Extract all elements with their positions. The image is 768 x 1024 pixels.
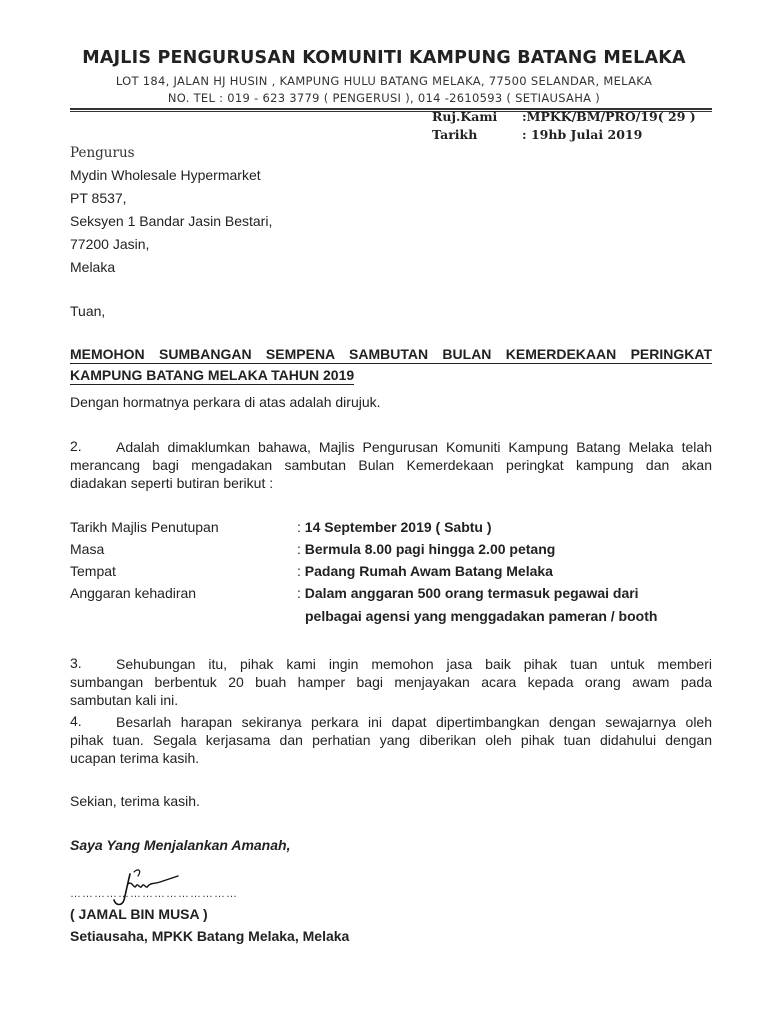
recipient-line-4: 77200 Jasin, — [70, 236, 150, 252]
detail-value-time — [297, 541, 555, 557]
reference-label: Ruj.Kami — [432, 109, 498, 124]
signatory-position: Setiausaha, MPKK Batang Melaka, Melaka — [70, 928, 350, 944]
detail-value-venue — [297, 563, 553, 579]
organization-name: MAJLIS PENGURUSAN KOMUNITI KAMPUNG BATANG MELAKA — [82, 48, 686, 68]
subject-line-1 — [70, 346, 712, 364]
detail-label-date: Tarikh Majlis Penutupan — [70, 519, 219, 535]
recipient-title: Pengurus — [70, 145, 135, 161]
detail-attendance-continuation: pelbagai agensi yang menggadakan pameran / booth — [305, 608, 658, 624]
subject-text-2: KAMPUNG BATANG MELAKA TAHUN 2019 — [70, 367, 355, 383]
para-3-number: 3. — [70, 655, 82, 671]
detail-time-value: Bermula 8.00 pagi hingga 2.00 petang — [304, 541, 556, 557]
recipient-line-2: PT 8537, — [70, 190, 127, 206]
signature-line: …………………………………… — [70, 888, 238, 900]
para-2-number: 2. — [70, 438, 82, 454]
para-2-line-1: Adalah dimaklumkan bahawa, Majlis Pengurusan Komuniti Kampung Batang Melaka telah — [116, 439, 712, 455]
detail-sep-time: : — [297, 541, 301, 557]
detail-attendance-value: Dalam anggaran 500 orang termasuk pegawai dari — [304, 585, 639, 601]
detail-sep-date: : — [297, 519, 301, 535]
salutation: Tuan, — [70, 303, 106, 319]
para-4-line-2: pihak tuan. Segala kerjasama dan perhatian yang diberikan oleh pihak tuan didahului dengan — [70, 732, 712, 748]
para-4-line-1: Besarlah harapan sekiranya perkara ini dapat dipertimbangkan dengan sewajarnya oleh — [116, 714, 712, 730]
detail-date-value: 14 September 2019 — [304, 519, 432, 535]
recipient-line-5: Melaka — [70, 259, 116, 275]
para-2-line-2: merancang bagi mengadakan sambutan Bulan Kemerdekaan peringkat kampung dan akan — [70, 457, 712, 473]
closing-text: Sekian, terima kasih. — [70, 793, 200, 809]
detail-sep-attendance: : — [297, 585, 301, 601]
recipient-line-1: Mydin Wholesale Hypermarket — [70, 167, 261, 183]
organization-address: LOT 184, JALAN HJ HUSIN , KAMPUNG HULU BATANG MELAKA, 77500 SELANDAR, MELAKA — [115, 74, 653, 88]
detail-label-venue: Tempat — [70, 563, 116, 579]
para-3-line-3: sambutan kali ini. — [70, 692, 179, 708]
detail-value-date — [297, 519, 492, 535]
signature-scribble — [108, 866, 180, 910]
signatory-name: ( JAMAL BIN MUSA ) — [70, 906, 208, 922]
para-3-line-2: sumbangan berbentuk 20 buah hamper bagi menjayakan acara kepada orang awam pada — [70, 674, 712, 690]
para-2-line-3: diadakan seperti butiran berikut : — [70, 475, 274, 491]
date-label: Tarikh — [432, 127, 478, 142]
motto-text: Saya Yang Menjalankan Amanah, — [70, 837, 291, 853]
detail-label-attendance: Anggaran kehadiran — [70, 585, 197, 601]
intro-paragraph: Dengan hormatnya perkara di atas adalah dirujuk. — [70, 394, 381, 410]
subject-text-1: MEMOHON SUMBANGAN SEMPENA SAMBUTAN BULAN KEMERDEKAAN PERINGKAT — [70, 346, 712, 362]
detail-sep-venue: : — [297, 563, 301, 579]
detail-day-value: ( Sabtu ) — [431, 519, 492, 535]
organization-phone: NO. TEL : 019 - 623 3779 ( PENGERUSI ), 014 -2610593 ( SETIAUSAHA ) — [167, 91, 601, 105]
detail-value-attendance — [297, 585, 639, 601]
para-4-number: 4. — [70, 713, 82, 729]
detail-venue-value: Padang Rumah Awam Batang Melaka — [304, 563, 553, 579]
para-3-line-1: Sehubungan itu, pihak kami ingin memohon jasa baik pihak tuan untuk memberi — [116, 656, 712, 672]
reference-value: :MPKK/BM/PRO/19( 29 ) — [522, 109, 696, 124]
detail-label-time: Masa — [70, 541, 105, 557]
para-4-line-3: ucapan terima kasih. — [70, 750, 200, 766]
subject-line-2 — [70, 367, 712, 385]
recipient-line-3: Seksyen 1 Bandar Jasin Bestari, — [70, 213, 273, 229]
date-value: : 19hb Julai 2019 — [522, 127, 643, 142]
